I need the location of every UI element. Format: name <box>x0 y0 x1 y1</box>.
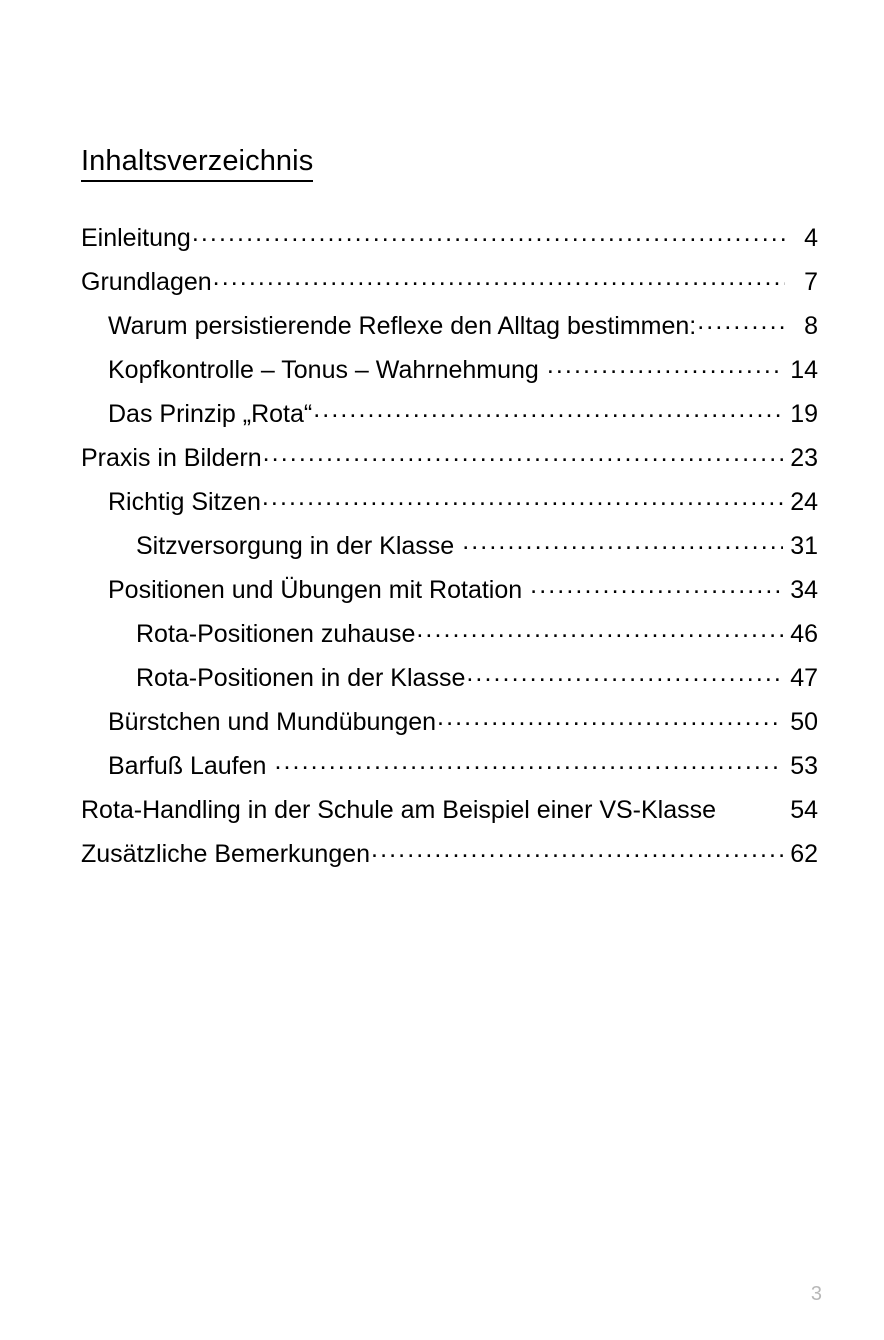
toc-entry-page-number: 4 <box>804 224 818 252</box>
toc-entry[interactable] <box>0 348 884 392</box>
toc-entry-page-number: 23 <box>790 444 818 472</box>
toc-dot-leader <box>192 221 785 246</box>
toc-entry-page-number: 7 <box>804 268 818 296</box>
toc-dot-leader <box>437 705 783 730</box>
toc-dot-leader <box>462 529 783 554</box>
toc-entry[interactable] <box>0 700 884 744</box>
toc-entry-page-number: 31 <box>790 532 818 560</box>
toc-entry-page-number: 19 <box>790 400 818 428</box>
toc-entry[interactable] <box>0 832 884 876</box>
toc-entry-page-number: 54 <box>790 796 818 824</box>
toc-entry[interactable] <box>0 744 884 788</box>
toc-entry[interactable] <box>0 480 884 524</box>
toc-entry[interactable] <box>0 524 884 568</box>
toc-entry[interactable] <box>0 392 884 436</box>
toc-entry-label: Rota-Handling in der Schule am Beispiel einer VS-Klasse <box>81 796 717 824</box>
toc-dot-leader <box>416 617 783 642</box>
toc-entry-page-number: 8 <box>804 312 818 340</box>
toc-entry-label: Praxis in Bildern <box>81 444 262 472</box>
toc-entry[interactable] <box>0 612 884 656</box>
toc-dot-leader <box>213 265 785 290</box>
toc-entry-label: Sitzversorgung in der Klasse <box>136 532 455 560</box>
toc-entry-label: Zusätzliche Bemerkungen <box>81 840 371 868</box>
toc-entry[interactable] <box>0 436 884 480</box>
toc-dot-leader <box>313 397 783 422</box>
toc-dot-leader <box>697 309 785 334</box>
toc-entry[interactable] <box>0 260 884 304</box>
toc-entry-page-number: 24 <box>790 488 818 516</box>
toc-entry-label: Kopfkontrolle – Tonus – Wahrnehmung <box>108 356 539 384</box>
toc-entry[interactable] <box>0 568 884 612</box>
toc-dot-leader <box>547 353 783 378</box>
page-title <box>81 143 313 179</box>
toc-dot-leader <box>530 573 783 598</box>
toc-entry-label: Richtig Sitzen <box>108 488 261 516</box>
footer-page-number: 3 <box>810 1283 822 1305</box>
toc-entry-label: Barfuß Laufen <box>108 752 267 780</box>
toc-entry-label: Bürstchen und Mundübungen <box>108 708 437 736</box>
table-of-contents <box>0 216 884 876</box>
toc-dot-leader <box>274 749 783 774</box>
toc-entry-label: Einleitung <box>81 224 191 252</box>
toc-entry-page-number: 46 <box>790 620 818 648</box>
toc-entry[interactable] <box>0 216 884 260</box>
toc-entry-page-number: 47 <box>790 664 818 692</box>
toc-entry[interactable] <box>0 788 884 832</box>
toc-entry-page-number: 14 <box>790 356 818 384</box>
toc-entry[interactable] <box>0 304 884 348</box>
toc-dot-leader <box>262 485 783 510</box>
toc-entry-page-number: 62 <box>790 840 818 868</box>
toc-entry-label: Rota-Positionen in der Klasse <box>136 664 466 692</box>
toc-entry-page-number: 34 <box>790 576 818 604</box>
toc-entry-label: Positionen und Übungen mit Rotation <box>108 576 523 604</box>
page-title-text: Inhaltsverzeichnis <box>81 145 313 182</box>
toc-entry[interactable] <box>0 656 884 700</box>
toc-entry-label: Grundlagen <box>81 268 212 296</box>
toc-entry-label: Das Prinzip „Rota“ <box>108 400 313 428</box>
toc-entry-label: Warum persistierende Reflexe den Alltag bestimmen: <box>108 312 697 340</box>
toc-dot-leader <box>371 837 783 862</box>
toc-entry-page-number: 53 <box>790 752 818 780</box>
toc-dot-leader <box>724 793 783 818</box>
toc-dot-leader <box>263 441 784 466</box>
toc-entry-label: Rota-Positionen zuhause <box>136 620 416 648</box>
toc-entry-page-number: 50 <box>790 708 818 736</box>
toc-dot-leader <box>466 661 783 686</box>
